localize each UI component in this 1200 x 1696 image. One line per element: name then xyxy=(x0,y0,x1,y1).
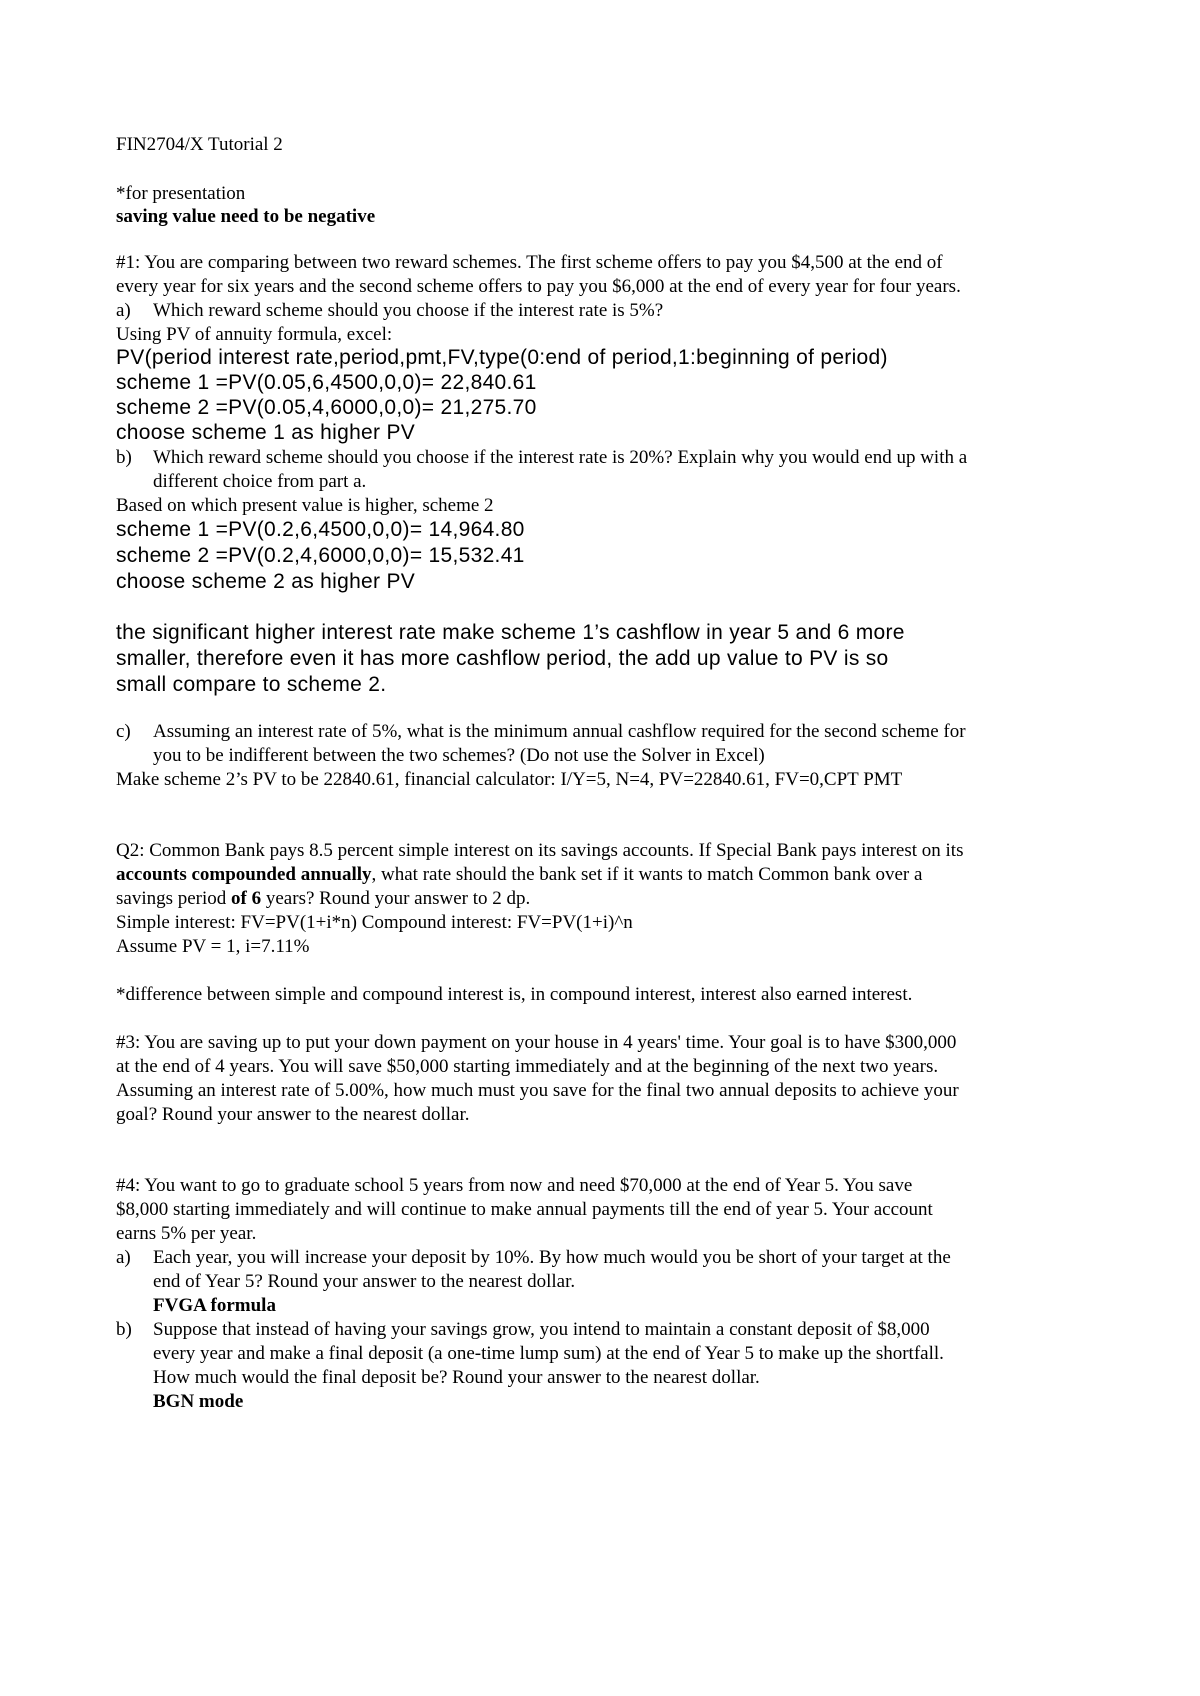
q1b-choice: choose scheme 2 as higher PV xyxy=(116,570,416,593)
q1a-text: Which reward scheme should you choose if the interest rate is 5%? xyxy=(153,300,664,321)
q4b-text-3: How much would the final deposit be? Round your answer to the nearest dollar. xyxy=(153,1367,760,1388)
q4-line-1: #4: You want to go to graduate school 5 years from now and need $70,000 at the end of Year 5. You save xyxy=(116,1175,913,1196)
q1b-text-1: Which reward scheme should you choose if the interest rate is 20%? Explain why you would end up with a xyxy=(153,447,968,468)
q4a-text-2: end of Year 5? Round your answer to the nearest dollar. xyxy=(153,1271,576,1292)
q1b-text-2: different choice from part a. xyxy=(153,471,367,492)
q4b-text-2: every year and make a final deposit (a one-time lump sum) at the end of Year 5 to make up the shortfall. xyxy=(153,1343,944,1364)
q1a-marker: a) xyxy=(116,300,131,321)
q1c-text-1: Assuming an interest rate of 5%, what is the minimum annual cashflow required for the second scheme for xyxy=(153,721,966,742)
q1a-choice: choose scheme 1 as higher PV xyxy=(116,421,416,444)
doc-title: FIN2704/X Tutorial 2 xyxy=(116,134,283,155)
q3-line-1: #3: You are saving up to put your down payment on your house in 4 years' time. Your goal is to have $300,000 xyxy=(116,1032,957,1053)
q1b-marker: b) xyxy=(116,447,132,468)
q1c-text-2: you to be indifferent between the two schemes? (Do not use the Solver in Excel) xyxy=(153,745,765,766)
q1b-scheme-1: scheme 1 =PV(0.2,6,4500,0,0)= 14,964.80 xyxy=(116,518,525,541)
q1b-explanation-3: small compare to scheme 2. xyxy=(116,673,387,696)
q3-line-3: Assuming an interest rate of 5.00%, how much must you save for the final two annual deposits to achieve your xyxy=(116,1080,959,1101)
q2-line-3-start: savings period xyxy=(116,888,232,909)
q2-note: *difference between simple and compound interest is, in compound interest, interest also earned interest. xyxy=(116,984,913,1005)
q4a-text-1: Each year, you will increase your deposit by 10%. By how much would you be short of your target at the xyxy=(153,1247,951,1268)
sign-note: saving value need to be negative xyxy=(116,206,376,227)
q4b-text-1: Suppose that instead of having your savings grow, you intend to maintain a constant deposit of $8,000 xyxy=(153,1319,930,1340)
q2-line-3 xyxy=(116,887,530,911)
q3-line-2: at the end of 4 years. You will save $50,000 starting immediately and at the beginning of the next two years. xyxy=(116,1056,939,1077)
q4-line-3: earns 5% per year. xyxy=(116,1223,257,1244)
q2-line-3-end: years? Round your answer to 2 dp. xyxy=(261,888,531,909)
q1a-scheme-2: scheme 2 =PV(0.05,4,6000,0,0)= 21,275.70 xyxy=(116,396,537,419)
q1b-scheme-2: scheme 2 =PV(0.2,4,6000,0,0)= 15,532.41 xyxy=(116,544,525,567)
q2-line-2 xyxy=(116,863,922,887)
q2-formulas: Simple interest: FV=PV(1+i*n) Compound interest: FV=PV(1+i)^n xyxy=(116,912,633,933)
presentation-note: *for presentation xyxy=(116,183,246,204)
q4a-note: FVGA formula xyxy=(153,1295,276,1316)
q2-emphasis-compounding: accounts compounded annually xyxy=(116,864,372,885)
q1a-formula: PV(period interest rate,period,pmt,FV,type(0:end of period,1:beginning of period) xyxy=(116,346,888,369)
q4b-note: BGN mode xyxy=(153,1391,244,1412)
q4b-marker: b) xyxy=(116,1319,132,1340)
q1a-item xyxy=(116,299,131,323)
q1c-answer: Make scheme 2’s PV to be 22840.61, financial calculator: I/Y=5, N=4, PV=22840.61, FV=0,CPT PMT xyxy=(116,769,903,790)
q1a-scheme-1: scheme 1 =PV(0.05,6,4500,0,0)= 22,840.61 xyxy=(116,371,537,394)
q1-line-1: #1: You are comparing between two reward schemes. The first scheme offers to pay you $4,500 at the end of xyxy=(116,252,943,273)
q1b-explanation-1: the significant higher interest rate make scheme 1’s cashflow in year 5 and 6 more xyxy=(116,621,905,644)
q4a-marker: a) xyxy=(116,1247,131,1268)
q1b-basis: Based on which present value is higher, scheme 2 xyxy=(116,495,494,516)
q1-line-2: every year for six years and the second scheme offers to pay you $6,000 at the end of every year for four years. xyxy=(116,276,961,297)
q1c-marker: c) xyxy=(116,721,131,742)
q2-line-1: Q2: Common Bank pays 8.5 percent simple interest on its savings accounts. If Special Bank pays interest on its xyxy=(116,840,964,861)
q3-line-4: goal? Round your answer to the nearest dollar. xyxy=(116,1104,470,1125)
q1a-method: Using PV of annuity formula, excel: xyxy=(116,324,393,345)
q4-line-2: $8,000 starting immediately and will continue to make annual payments till the end of year 5. Your account xyxy=(116,1199,933,1220)
q1b-explanation-2: smaller, therefore even it has more cashflow period, the add up value to PV is so xyxy=(116,647,889,670)
q2-line-2-rest: , what rate should the bank set if it wants to match Common bank over a xyxy=(371,864,923,885)
q2-assumption: Assume PV = 1, i=7.11% xyxy=(116,936,310,957)
q2-emphasis-period: of 6 xyxy=(231,888,262,909)
